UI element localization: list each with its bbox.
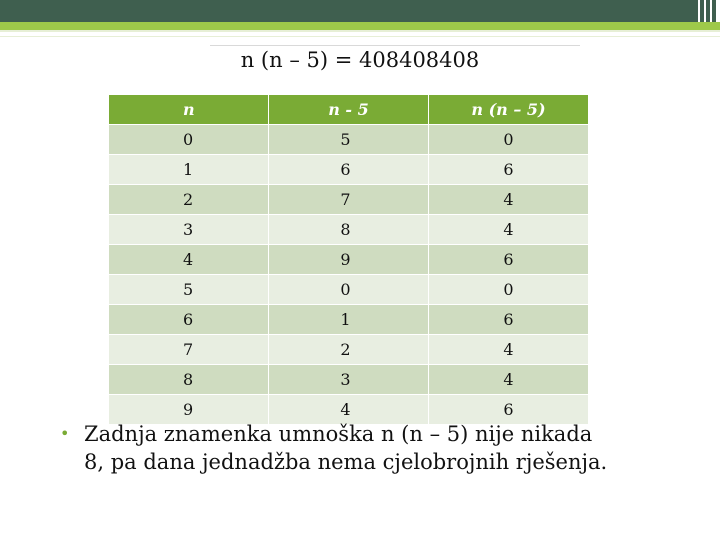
cell-n-minus-5: 5 bbox=[269, 125, 429, 155]
cell-product: 6 bbox=[429, 155, 589, 185]
cell-product: 4 bbox=[429, 335, 589, 365]
cell-product: 4 bbox=[429, 215, 589, 245]
table-row bbox=[109, 275, 589, 305]
cell-product: 4 bbox=[429, 365, 589, 395]
bullet-dot-icon: • bbox=[60, 424, 70, 443]
cell-n: 4 bbox=[109, 245, 269, 275]
cell-n-minus-5: 3 bbox=[269, 365, 429, 395]
header-n: n bbox=[109, 95, 269, 125]
cell-product: 0 bbox=[429, 125, 589, 155]
header-band-dark bbox=[0, 0, 694, 22]
cell-n-minus-5: 8 bbox=[269, 215, 429, 245]
header-divider bbox=[0, 30, 720, 32]
cell-n: 7 bbox=[109, 335, 269, 365]
bullet-text-line1: Zadnja znamenka umnoška n (n – 5) nije nikada bbox=[84, 422, 593, 446]
cell-n-minus-5: 9 bbox=[269, 245, 429, 275]
table-row bbox=[109, 305, 589, 335]
cell-n: 6 bbox=[109, 305, 269, 335]
cell-n: 2 bbox=[109, 185, 269, 215]
header-stripes bbox=[694, 0, 720, 22]
slide-title: n (n – 5) = 408408408 bbox=[240, 48, 480, 72]
cell-n: 0 bbox=[109, 125, 269, 155]
cell-product: 4 bbox=[429, 185, 589, 215]
cell-n: 8 bbox=[109, 365, 269, 395]
table-row bbox=[109, 185, 589, 215]
header-band-light bbox=[0, 22, 720, 30]
values-table bbox=[108, 94, 589, 425]
header-n-minus-5: n - 5 bbox=[269, 95, 429, 125]
cell-n-minus-5: 6 bbox=[269, 155, 429, 185]
cell-n-minus-5: 4 bbox=[269, 395, 429, 425]
bullet-text-line2: 8, pa dana jednadžba nema cjelobrojnih rješenja. bbox=[84, 450, 608, 474]
cell-n-minus-5: 0 bbox=[269, 275, 429, 305]
table-row bbox=[109, 155, 589, 185]
title-rule bbox=[210, 45, 580, 46]
table-row bbox=[109, 245, 589, 275]
table-row bbox=[109, 125, 589, 155]
cell-n: 1 bbox=[109, 155, 269, 185]
header-product: n (n – 5) bbox=[429, 95, 589, 125]
cell-n-minus-5: 1 bbox=[269, 305, 429, 335]
header-thin-divider bbox=[0, 36, 720, 37]
cell-n: 9 bbox=[109, 395, 269, 425]
cell-n: 3 bbox=[109, 215, 269, 245]
cell-n-minus-5: 2 bbox=[269, 335, 429, 365]
cell-product: 0 bbox=[429, 275, 589, 305]
table-header-row bbox=[109, 95, 589, 125]
cell-product: 6 bbox=[429, 305, 589, 335]
bullet-point bbox=[60, 420, 700, 476]
table-row bbox=[109, 365, 589, 395]
cell-product: 6 bbox=[429, 395, 589, 425]
table-row bbox=[109, 335, 589, 365]
cell-product: 6 bbox=[429, 245, 589, 275]
cell-n-minus-5: 7 bbox=[269, 185, 429, 215]
cell-n: 5 bbox=[109, 275, 269, 305]
table-row bbox=[109, 215, 589, 245]
